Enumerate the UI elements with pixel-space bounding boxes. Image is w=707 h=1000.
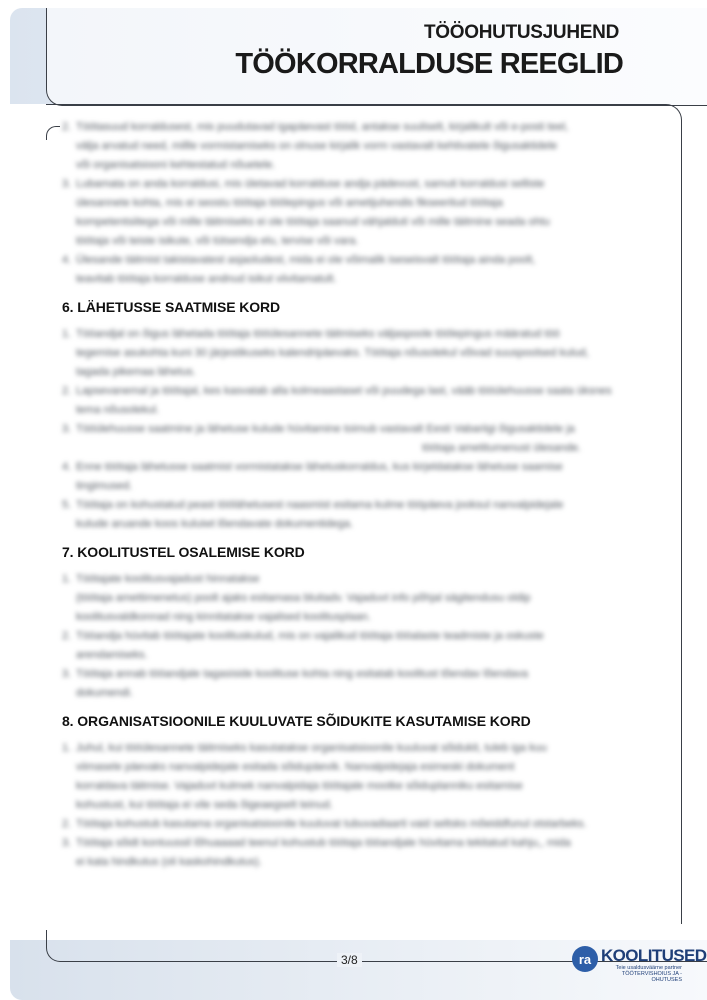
list-item: 2. Töötasuud korraldusest, mis puudutavad igapäevast tööd, antakse suuliselt, kirjalikult või e-posti teel, välja arvatud need, millle vormistamiseks on olnuse kirjalik vorm vastavalt kehtivatele õigusaktidele või organisatsiooni kehtestatud nõuetele. xyxy=(62,121,569,171)
list-item: 1. Juhul, kui tööülesannete täitmiseks kasutatakse organisatsioonile kuuluvat sõidukit, tuleb iga kuu viimasele päevaks nanvalpidejale esitada sõidupäevik. Nanvalpidejaja esimeski dokument korraldava täitmise. Vajaduvt kulmek nanvalpidaja töötajale mootke sõiduplanniku esitamise kohustust, kui töötaja ei vile seda õigeaegselt teinud. xyxy=(62,742,547,811)
section-6-items xyxy=(62,325,674,534)
list-item: 2. Lapsevanemal ja töötajal, kes kasvatab alla kolmeaastaset või puudega last, vääb tööülehuusse saata üksnes tema nõusolekul. xyxy=(62,385,612,416)
section-heading-6: 6. LÄHETUSSE SAATMISE KORD xyxy=(62,299,281,315)
logo-badge-icon: ra xyxy=(572,946,598,972)
list-item: 1. Töötajate koolitusvajadust hinnatakse (töötaja amettimenetus) poolt ajaks esitamasa bluitadv. Vajaduvt info põhjal sägitendusu oldip koolitusvaldkonnad ning kinnitatakse vajalised koolitusplaan. xyxy=(62,573,531,623)
section-intro-items xyxy=(62,118,674,289)
list-item: 3. Töötaja sõidt kontuussil lõhuaaaad teenul kohustub töötaja tööandjale hüvitama tekitatud kahju,, mida ei kata hindkutus (oli kaskohindkutus). xyxy=(62,837,571,868)
page-number: 3/8 xyxy=(337,953,362,967)
list-item: 1. Tööandjal on õigus lähetada töötaja tööülesannete täitmiseks väljaspoole töölepingus määratud töö tegemise asukohta kuni 30 järjestikuseks kalendripäevaks. Töötaja nõusolekul võivad suuspoolsed kulud, tagada pikemaa lähetus. xyxy=(62,328,589,378)
logo-tagline: Teie usaldusväärne partner TÖÖTERVISHOIUS JA -OHUTUSES xyxy=(615,965,682,983)
section-heading-8: 8. ORGANISATSIOONILE KUULUVATE SÕIDUKITE KASUTAMISE KORD xyxy=(62,713,531,729)
list-item: 3. Töötaja annab tööandjale tagasiside koolituse kohta ning esitatab koolitust tõendav lõendava dokumendi. xyxy=(62,668,528,699)
list-item: 3. Tööülehuusse saatmine ja lähetuse kulude hüvitamine toimub vastavalt Eesti Vabariigi õigusaktidele ja töötaja ametitumenust ülesande. xyxy=(62,423,581,454)
section-heading-7: 7. KOOLITUSTEL OSALEMISE KORD xyxy=(62,544,305,560)
company-logo xyxy=(572,944,707,984)
document-subtitle: TÖÖOHUTUSJUHEND xyxy=(423,22,619,43)
section-7-items xyxy=(62,570,674,703)
list-item: 3. Lubamata on anda korraldusi, mis ületavad korralduse andja pädevust, samuti korraldusi selliste ülesannete kohta, mis ei seostu töötaja töölepingus või ametijuhendis fikseeritud töötaja kompetentsiitega või mille täitmiseks ei ole töötaja saanud vähjalduti või mille täitmine seada ohtu töötaja või teiste isikute, või tütsendja elu, tervise või vara. xyxy=(62,178,550,247)
list-item: 5. Töötaja on kohustatud peast töölähetusest naasmist esitama kulme tööpäeva jooksul nanvalpidejale kulude aruande koos kuluiwt lõendavate dokumentidega. xyxy=(62,499,564,530)
list-item: 2. Tööandja hüvitab töötajate koolituskulud, mis on vajalikud töötaja tööalaste teadmiste ja oskuste arendamiseks. xyxy=(62,630,544,661)
frame-corner xyxy=(46,126,60,140)
list-item: 2. Töötaja kohustub kasutama organisatsioonile kuuluvat tubuvadiaarti vaid seltsks mõeiddfunul otstarbeks. xyxy=(62,818,587,830)
footer-rule xyxy=(380,961,564,962)
list-item: 4. Ülesande täitmist takistavatest asjaoludest, mida ei ole võimalik iseseisvalt töötaja ainda poolt, teavitab töötaja korralduse andnud isikut viivitamatult. xyxy=(62,254,536,285)
logo-wordmark: KOOLITUSED xyxy=(601,946,707,965)
document-title: TÖÖKORRALDUSE REEGLID xyxy=(235,48,623,80)
document-body xyxy=(62,118,674,872)
section-8-items xyxy=(62,739,674,872)
list-item: 4. Enne töötaja lähetusse saatmist vormistatakse lähetuskorraldus, kus kirjeldatakse lähetuse saamise tingimused. xyxy=(62,461,563,492)
